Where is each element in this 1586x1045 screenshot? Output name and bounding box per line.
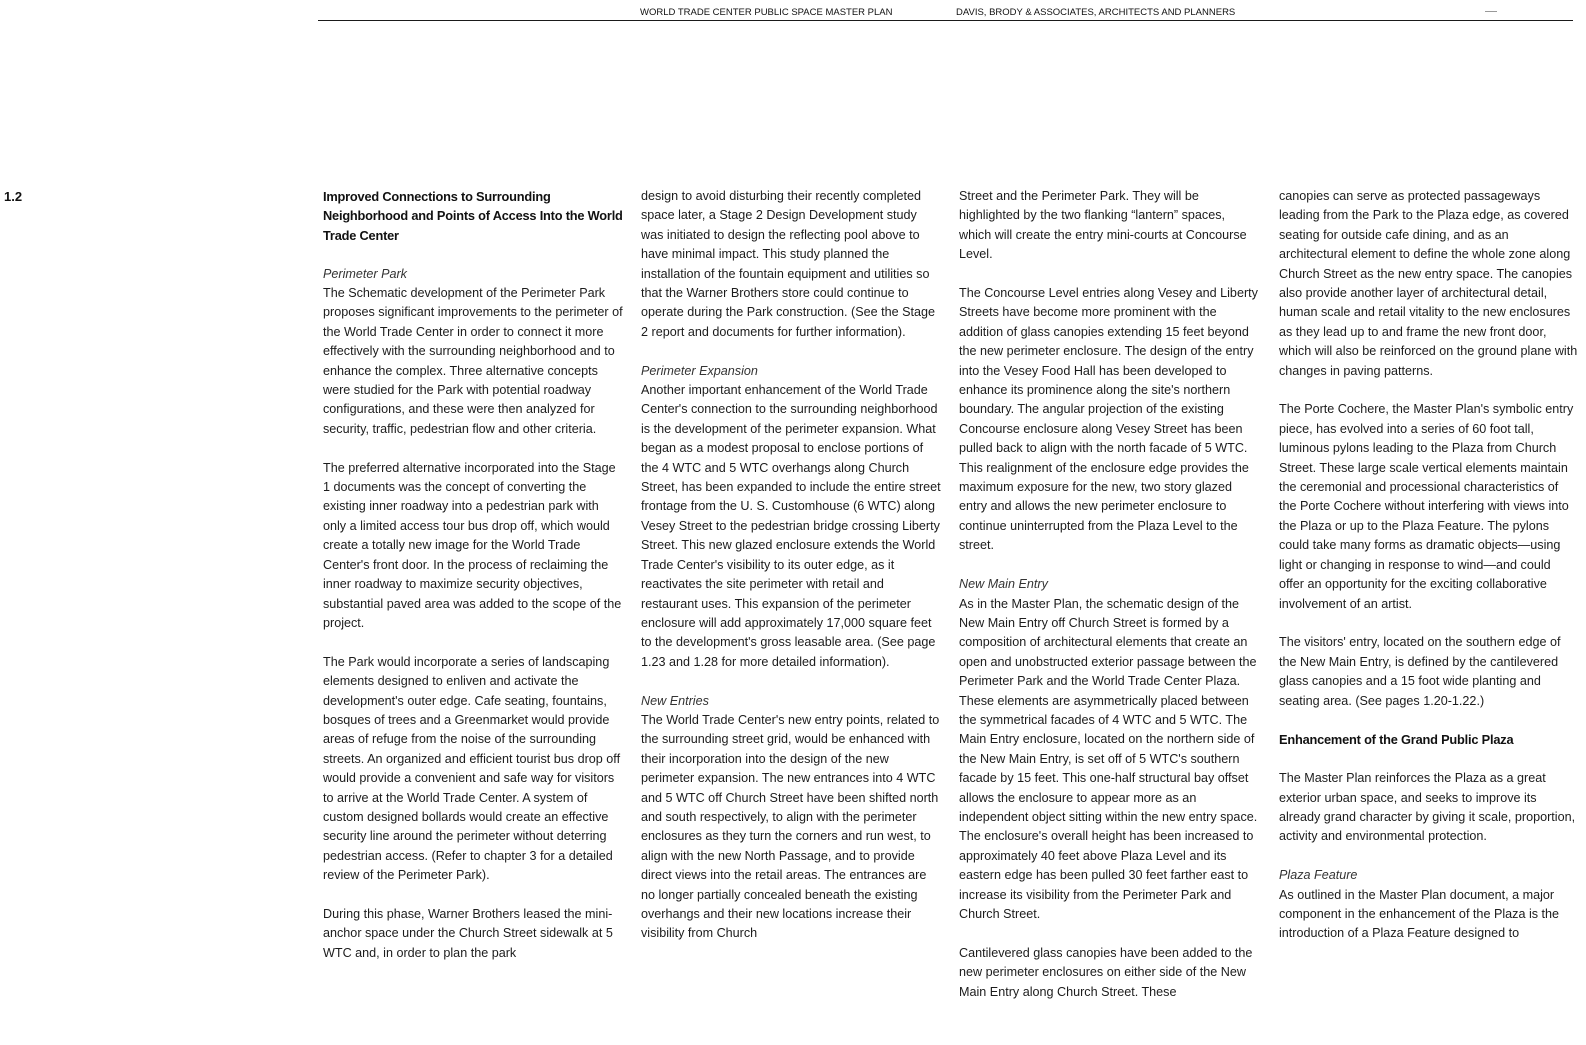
paragraph: As in the Master Plan, the schematic design of the New Main Entry off Church Street is formed by a composition of architectural elements that create an open and unobstructed exterior passage between the Perimeter Park and the World Trade Center Plaza. These elements are asymmetrically placed between the symmetrical facades of 4 WTC and 5 WTC. The Main Entry enclosure, located on the northern side of the New Main Entry, is set off of 5 WTC's southern facade by 15 feet. This one-half structural bay offset allows the enclosure to appear more as an independent object sitting within the new entry space. The enclosure's overall height has been increased to approximately 40 feet above Plaza Level and its eastern edge has been pulled 30 feet farther east to increase its visibility from the Perimeter Park and Church Street. (959, 596, 1258, 921)
subhead-perimeter-expansion: Perimeter Expansion (641, 363, 758, 378)
paragraph: Another important enhancement of the World Trade Center's connection to the surrounding neighborhood is the development of the perimeter expansion. What began as a modest proposal to enclose portions of the 4 WTC and 5 WTC overhangs along Church Street, has been expanded to include the entire street frontage from the U. S. Customhouse (6 WTC) along Vesey Street to the pedestrian bridge crossing Liberty Street. This new glazed enclosure extends the World Trade Center's visibility to its outer edge, as it reactivates the site perimeter with retail and restaurant uses. This expansion of the perimeter enclosure will add approximately 17,000 square feet to the development's gross leasable area. (See page 1.23 and 1.28 for more detailed information). (641, 383, 941, 669)
subhead-perimeter-park: Perimeter Park (323, 266, 407, 281)
heading-improved-connections: Improved Connections to Surrounding Neighborhood and Points of Access Into the World Trade Center (323, 189, 623, 243)
column-4 (1279, 187, 1579, 1045)
paragraph: canopies can serve as protected passageways leading from the Park to the Plaza edge, as covered seating for outside cafe dining, and as an architectural element to define the whole zone along Church Street as the new entry space. The canopies also provide another layer of architectural detail, human scale and retail vitality to the new enclosures as they lead up to and frame the new front door, which will also be reinforced on the ground plane with changes in paving patterns. (1279, 189, 1578, 378)
paragraph: Street and the Perimeter Park. They will be highlighted by the two flanking “lantern” spaces, which will create the entry mini-courts at Concourse Level. (959, 189, 1247, 262)
paragraph: The Porte Cochere, the Master Plan's symbolic entry piece, has evolved into a series of 60 foot tall, luminous pylons leading to the Plaza from Church Street. These large scale vertical elements maintain the ceremonial and processional characteristics of the Porte Cochere without interfering with views into the Plaza or up to the Plaza Feature. The pylons could take many forms as dramatic objects—using light or changing in response to wind—and could offer an opportunity for the exciting collaborative involvement of an artist. (1279, 402, 1574, 611)
paragraph: The preferred alternative incorporated into the Stage 1 documents was the concept of converting the existing inner roadway into a pedestrian park with only a limited access tour bus drop off, which would create a totally new image for the World Trade Center's front door. In the process of reclaiming the inner roadway to maximize security objectives, substantial paved area was added to the scope of the project. (323, 460, 622, 630)
paragraph: The World Trade Center's new entry points, related to the surrounding street grid, would be enhanced with their incorporation into the design of the new perimeter expansion. The new entrances into 4 WTC and 5 WTC off Church Street have been shifted north and south respectively, to align with the perimeter enclosures as they turn the corners and run west, to align with the new North Passage, and to provide direct views into the retail areas. The entrances are no longer partially concealed beneath the existing overhangs and their new locations increase their visibility from Church (641, 712, 940, 941)
header-right-title: DAVIS, BRODY & ASSOCIATES, ARCHITECTS AND PLANNERS (956, 7, 1236, 18)
paragraph: design to avoid disturbing their recently completed space later, a Stage 2 Design Development study was initiated to design the reflecting pool above to have minimal impact. This study planned the installation of the fountain equipment and utilities so that the Warner Brothers store could continue to operate during the Park construction. (See the Stage 2 report and documents for further information). (641, 189, 936, 339)
paragraph: The visitors' entry, located on the southern edge of the New Main Entry, is defined by the cantilevered glass canopies and a 15 foot wide planting and seating area. (See pages 1.20-1.22.) (1279, 635, 1561, 708)
paragraph: During this phase, Warner Brothers leased the mini-anchor space under the Church Street sidewalk at 5 WTC and, in order to plan the park (323, 906, 613, 960)
subhead-plaza-feature: Plaza Feature (1279, 868, 1358, 883)
header-left-title: WORLD TRADE CENTER PUBLIC SPACE MASTER PLAN (640, 7, 893, 18)
paragraph: Cantilevered glass canopies have been added to the new perimeter enclosures on either side of the New Main Entry along Church Street. These (959, 945, 1253, 999)
section-number: 1.2 (4, 189, 23, 204)
paragraph: The Schematic development of the Perimeter Park proposes significant improvements to the perimeter of the World Trade Center in order to connect it more effectively with the surrounding neighborhood and to enhance the complex. Three alternative concepts were studied for the Park with potential roadway configurations, and these were then analyzed for security, traffic, pedestrian flow and other criteria. (323, 286, 623, 436)
paragraph: The Concourse Level entries along Vesey and Liberty Streets have become more prominent with the addition of glass canopies extending 15 feet beyond the new perimeter enclosure. The design of the entry into the Vesey Food Hall has been developed to enhance its prominence along the site's northern boundary. The angular projection of the existing Concourse enclosure along Vesey Street has been pulled back to align with the north facade of 5 WTC. This realignment of the enclosure edge provides the maximum exposure for the new, two story glazed entry and allows the new perimeter enclosure to continue uninterrupted from the Plaza Level to the street. (959, 286, 1258, 553)
column-2 (641, 187, 941, 1045)
paragraph: The Master Plan reinforces the Plaza as a great exterior urban space, and seeks to improve its already grand character by giving it scale, proportion, activity and environmental protection. (1279, 771, 1576, 844)
heading-grand-public-plaza: Enhancement of the Grand Public Plaza (1279, 732, 1514, 748)
paragraph: The Park would incorporate a series of landscaping elements designed to enliven and activate the development's outer edge. Cafe seating, fountains, bosques of trees and a Greenmarket would provide areas of refuge from the noise of the surrounding streets. An organized and efficient tourist bus drop off would provide a convenient and safe way for visitors to arrive at the World Trade Center. A system of custom designed bollards would create an effective security line around the perimeter without deterring pedestrian access. (Refer to chapter 3 for a detailed review of the Perimeter Park). (323, 654, 621, 883)
subhead-new-main-entry: New Main Entry (959, 577, 1048, 592)
column-3 (959, 187, 1259, 1045)
column-1 (323, 187, 623, 1045)
header-mark (1485, 11, 1497, 12)
subhead-new-entries: New Entries (641, 693, 709, 708)
paragraph: As outlined in the Master Plan document, a major component in the enhancement of the Plaza is the introduction of a Plaza Feature designed to (1279, 887, 1560, 941)
header-rule (318, 20, 1573, 21)
